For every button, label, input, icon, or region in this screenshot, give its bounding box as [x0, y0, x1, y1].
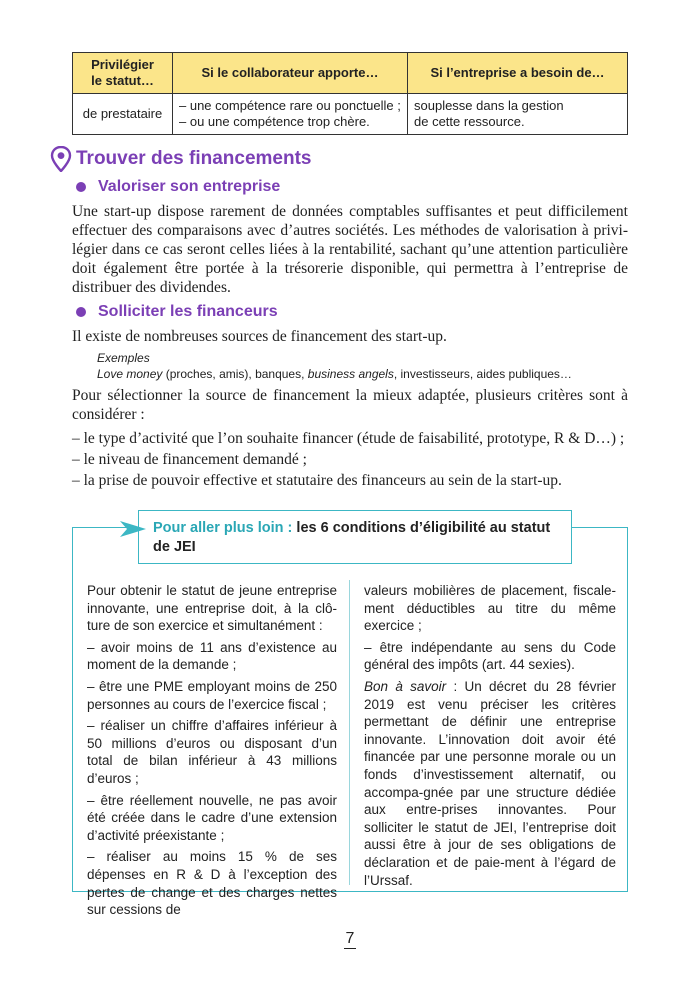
box-list-item: – avoir moins de 11 ans d’existence au moment de la demande ; — [87, 639, 337, 673]
box-list-item: – être réellement nouvelle, ne pas avoir été créée dans le cadre d’une extension d’activité préexistante ; — [87, 792, 337, 843]
list-item: – le niveau de financement demandé ; — [72, 451, 307, 468]
bullet-dot-icon — [76, 307, 86, 317]
examples-block — [97, 350, 572, 382]
column-divider — [349, 580, 350, 885]
box-list-item: – réaliser au moins 15 % de ses dépenses en R & D à l’exception des pertes de change et des charges nettes sur cessions de — [87, 849, 337, 918]
table-cell-besoin: souplesse dans la gestion de cette ressource. — [408, 94, 628, 135]
arrow-pointer-icon — [118, 518, 148, 540]
box-paragraph: Pour obtenir le statut de jeune entreprise innovante, une entreprise doit, à la clô-ture de son exercice et simultanément : — [87, 583, 337, 634]
subheading-solliciter: Solliciter les financeurs — [76, 303, 278, 321]
info-box-left-column — [87, 582, 337, 923]
list-item: – la prise de pouvoir effective et statutaire des financeurs au sein de la start-up. — [72, 472, 562, 489]
subheading-valoriser: Valoriser son entreprise — [76, 178, 280, 196]
table-row — [73, 94, 628, 135]
examples-label: Exemples — [97, 351, 150, 365]
location-pin-icon — [50, 146, 72, 172]
table-header-besoin: Si l’entreprise a besoin de… — [408, 53, 628, 94]
section-title: Trouver des financements — [76, 148, 312, 169]
box-list-item: – être une PME employant moins de 250 personnes au cours de l’exercice fiscal ; — [87, 678, 337, 712]
paragraph-valoriser: Une start-up dispose rarement de données comptables suffisantes et peut difficilement effectuer des comparaisons avec d’autres sociétés. Les méthodes de valorisation à privi-légier dans ce cas seront celles liées à la rentabilité, sachant qu’une attention particulière doit également être portée à la trésorerie disponible, qui permettra à l’entreprise de distribuer des dividendes. — [72, 203, 628, 296]
section-heading — [50, 146, 311, 172]
table-cell-statut: de prestataire — [73, 94, 173, 135]
bullet-dot-icon — [76, 182, 86, 192]
paragraph-criteria: Pour sélectionner la source de financement la mieux adaptée, plusieurs critères sont à considérer : — [72, 387, 628, 423]
table-header-statut: Privilégier le statut… — [73, 53, 173, 94]
table-cell-apport: – une compétence rare ou ponctuelle ; – ou une compétence trop chère. — [173, 94, 408, 135]
statut-table — [72, 52, 628, 135]
page-number: 7 — [345, 930, 355, 947]
box-list-item: – réaliser un chiffre d’affaires inférieur à 50 millions d’euros ou disposant d’un total de bilan inférieur à 43 millions d’euros ; — [87, 718, 337, 786]
info-box-right-column — [364, 582, 616, 893]
table-header-apport: Si le collaborateur apporte… — [173, 53, 408, 94]
bon-a-savoir: Bon à savoir : Un décret du 28 février 2019 est venu préciser les critères permettant de définir une entreprise innovante. L’innovation doit avoir été financée par une personne morale ou un fonds d’investissement alternatif, ou accompa-gnée par une structure dédiée aux entre-prises innovantes. Pour solliciter le statut de JEI, l’entreprise doit aussi être à jour de ses obligations de déclaration et de paie-ment à l’égard de l’Urssaf. — [364, 678, 616, 888]
list-item: – le type d’activité que l’on souhaite financer (étude de faisabilité, prototype, R & D…) ; — [72, 430, 625, 447]
paragraph-intro: Il existe de nombreuses sources de financement des start-up. — [72, 328, 447, 345]
examples-text: Love money (proches, amis), banques, business angels, investisseurs, aides publiques… — [97, 367, 572, 381]
box-list-item: – être indépendante au sens du Code général des impôts (art. 44 sexies). — [364, 639, 616, 673]
table-header-row — [73, 53, 628, 94]
info-box-title: Pour aller plus loin : les 6 conditions d’éligibilité au statut de JEI — [138, 510, 572, 564]
box-paragraph: valeurs mobilières de placement, fiscale-ment déductibles au titre du même exercice ; — [364, 583, 616, 634]
